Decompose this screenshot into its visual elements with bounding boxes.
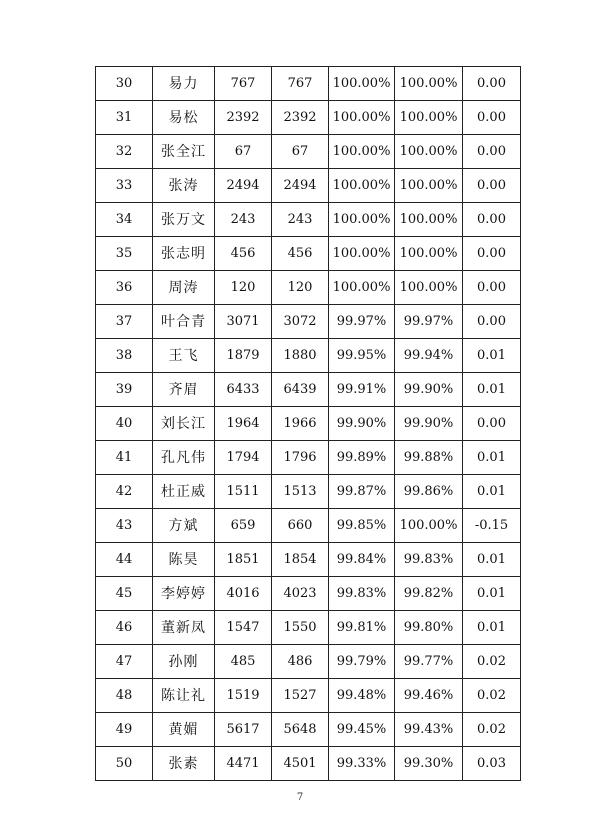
- value-a-cell: 1964: [215, 407, 272, 441]
- table-row: [96, 611, 521, 645]
- rate-b-cell: 99.46%: [395, 679, 463, 713]
- difference-cell: 0.01: [463, 441, 521, 475]
- rate-b-cell: 100.00%: [395, 101, 463, 135]
- value-b-cell: 456: [272, 237, 329, 271]
- table-row: [96, 441, 521, 475]
- name-cell: 叶合青: [153, 305, 215, 339]
- rate-b-cell: 100.00%: [395, 169, 463, 203]
- rate-b-cell: 99.90%: [395, 407, 463, 441]
- name-cell: 齐眉: [153, 373, 215, 407]
- table-row: [96, 407, 521, 441]
- row-index-cell: 35: [96, 237, 153, 271]
- rate-a-cell: 100.00%: [329, 237, 395, 271]
- rate-b-cell: 100.00%: [395, 271, 463, 305]
- value-b-cell: 4023: [272, 577, 329, 611]
- table-row: [96, 305, 521, 339]
- row-index-cell: 47: [96, 645, 153, 679]
- value-b-cell: 767: [272, 67, 329, 101]
- difference-cell: 0.01: [463, 475, 521, 509]
- table-row: [96, 475, 521, 509]
- difference-cell: 0.03: [463, 747, 521, 781]
- value-b-cell: 1880: [272, 339, 329, 373]
- table-row: [96, 135, 521, 169]
- row-index-cell: 36: [96, 271, 153, 305]
- rate-b-cell: 99.94%: [395, 339, 463, 373]
- value-a-cell: 4016: [215, 577, 272, 611]
- difference-cell: 0.01: [463, 339, 521, 373]
- row-index-cell: 42: [96, 475, 153, 509]
- name-cell: 张涛: [153, 169, 215, 203]
- name-cell: 李婷婷: [153, 577, 215, 611]
- data-table: [95, 66, 521, 781]
- difference-cell: 0.02: [463, 679, 521, 713]
- row-index-cell: 31: [96, 101, 153, 135]
- difference-cell: 0.00: [463, 407, 521, 441]
- row-index-cell: 30: [96, 67, 153, 101]
- table-row: [96, 645, 521, 679]
- name-cell: 孔凡伟: [153, 441, 215, 475]
- value-a-cell: 5617: [215, 713, 272, 747]
- rate-a-cell: 99.89%: [329, 441, 395, 475]
- value-a-cell: 1519: [215, 679, 272, 713]
- rate-b-cell: 99.86%: [395, 475, 463, 509]
- value-b-cell: 660: [272, 509, 329, 543]
- difference-cell: 0.00: [463, 135, 521, 169]
- rate-a-cell: 99.79%: [329, 645, 395, 679]
- value-a-cell: 2494: [215, 169, 272, 203]
- table-row: [96, 271, 521, 305]
- value-b-cell: 2494: [272, 169, 329, 203]
- row-index-cell: 41: [96, 441, 153, 475]
- table-row: [96, 577, 521, 611]
- difference-cell: 0.02: [463, 645, 521, 679]
- value-a-cell: 120: [215, 271, 272, 305]
- value-b-cell: 243: [272, 203, 329, 237]
- row-index-cell: 32: [96, 135, 153, 169]
- row-index-cell: 39: [96, 373, 153, 407]
- difference-cell: 0.01: [463, 611, 521, 645]
- rate-b-cell: 99.90%: [395, 373, 463, 407]
- rate-b-cell: 100.00%: [395, 203, 463, 237]
- rate-a-cell: 99.48%: [329, 679, 395, 713]
- row-index-cell: 34: [96, 203, 153, 237]
- row-index-cell: 37: [96, 305, 153, 339]
- row-index-cell: 46: [96, 611, 153, 645]
- value-b-cell: 4501: [272, 747, 329, 781]
- name-cell: 陈昊: [153, 543, 215, 577]
- row-index-cell: 49: [96, 713, 153, 747]
- rate-b-cell: 99.43%: [395, 713, 463, 747]
- value-b-cell: 1513: [272, 475, 329, 509]
- rate-b-cell: 100.00%: [395, 509, 463, 543]
- value-b-cell: 5648: [272, 713, 329, 747]
- table-row: [96, 67, 521, 101]
- name-cell: 方斌: [153, 509, 215, 543]
- name-cell: 张志明: [153, 237, 215, 271]
- value-a-cell: 659: [215, 509, 272, 543]
- value-a-cell: 67: [215, 135, 272, 169]
- value-b-cell: 6439: [272, 373, 329, 407]
- value-a-cell: 456: [215, 237, 272, 271]
- name-cell: 孙刚: [153, 645, 215, 679]
- value-b-cell: 120: [272, 271, 329, 305]
- value-a-cell: 485: [215, 645, 272, 679]
- difference-cell: 0.02: [463, 713, 521, 747]
- rate-b-cell: 99.97%: [395, 305, 463, 339]
- rate-a-cell: 99.81%: [329, 611, 395, 645]
- rate-b-cell: 100.00%: [395, 67, 463, 101]
- name-cell: 黄媚: [153, 713, 215, 747]
- rate-a-cell: 99.91%: [329, 373, 395, 407]
- row-index-cell: 43: [96, 509, 153, 543]
- value-b-cell: 1527: [272, 679, 329, 713]
- value-a-cell: 2392: [215, 101, 272, 135]
- rate-b-cell: 99.80%: [395, 611, 463, 645]
- rate-b-cell: 99.77%: [395, 645, 463, 679]
- rate-a-cell: 100.00%: [329, 271, 395, 305]
- value-a-cell: 1511: [215, 475, 272, 509]
- value-b-cell: 486: [272, 645, 329, 679]
- rate-b-cell: 99.82%: [395, 577, 463, 611]
- row-index-cell: 45: [96, 577, 153, 611]
- difference-cell: 0.01: [463, 543, 521, 577]
- value-b-cell: 1796: [272, 441, 329, 475]
- name-cell: 张全江: [153, 135, 215, 169]
- table-row: [96, 101, 521, 135]
- row-index-cell: 44: [96, 543, 153, 577]
- table-row: [96, 373, 521, 407]
- name-cell: 陈让礼: [153, 679, 215, 713]
- rate-a-cell: 99.33%: [329, 747, 395, 781]
- table-row: [96, 747, 521, 781]
- table-body: [96, 67, 521, 781]
- value-a-cell: 1851: [215, 543, 272, 577]
- rate-b-cell: 99.83%: [395, 543, 463, 577]
- difference-cell: 0.00: [463, 203, 521, 237]
- value-a-cell: 4471: [215, 747, 272, 781]
- table-row: [96, 713, 521, 747]
- rate-a-cell: 99.97%: [329, 305, 395, 339]
- value-a-cell: 1547: [215, 611, 272, 645]
- name-cell: 张万文: [153, 203, 215, 237]
- name-cell: 王飞: [153, 339, 215, 373]
- value-b-cell: 1854: [272, 543, 329, 577]
- row-index-cell: 40: [96, 407, 153, 441]
- rate-a-cell: 99.84%: [329, 543, 395, 577]
- name-cell: 杜正威: [153, 475, 215, 509]
- rate-a-cell: 99.45%: [329, 713, 395, 747]
- table-row: [96, 203, 521, 237]
- table-row: [96, 679, 521, 713]
- row-index-cell: 50: [96, 747, 153, 781]
- value-a-cell: 243: [215, 203, 272, 237]
- difference-cell: 0.00: [463, 305, 521, 339]
- table-row: [96, 169, 521, 203]
- value-b-cell: 1550: [272, 611, 329, 645]
- value-a-cell: 1879: [215, 339, 272, 373]
- rate-b-cell: 100.00%: [395, 135, 463, 169]
- difference-cell: 0.00: [463, 67, 521, 101]
- value-a-cell: 1794: [215, 441, 272, 475]
- rate-b-cell: 99.30%: [395, 747, 463, 781]
- name-cell: 易力: [153, 67, 215, 101]
- rate-b-cell: 99.88%: [395, 441, 463, 475]
- difference-cell: 0.00: [463, 169, 521, 203]
- name-cell: 董新凤: [153, 611, 215, 645]
- row-index-cell: 48: [96, 679, 153, 713]
- rate-a-cell: 99.85%: [329, 509, 395, 543]
- rate-a-cell: 99.87%: [329, 475, 395, 509]
- rate-b-cell: 100.00%: [395, 237, 463, 271]
- rate-a-cell: 99.83%: [329, 577, 395, 611]
- name-cell: 易松: [153, 101, 215, 135]
- rate-a-cell: 100.00%: [329, 101, 395, 135]
- value-b-cell: 1966: [272, 407, 329, 441]
- row-index-cell: 38: [96, 339, 153, 373]
- table-row: [96, 543, 521, 577]
- rate-a-cell: 100.00%: [329, 169, 395, 203]
- rate-a-cell: 100.00%: [329, 203, 395, 237]
- value-a-cell: 3071: [215, 305, 272, 339]
- value-b-cell: 2392: [272, 101, 329, 135]
- name-cell: 周涛: [153, 271, 215, 305]
- table-row: [96, 339, 521, 373]
- difference-cell: -0.15: [463, 509, 521, 543]
- name-cell: 刘长江: [153, 407, 215, 441]
- rate-a-cell: 99.95%: [329, 339, 395, 373]
- difference-cell: 0.00: [463, 271, 521, 305]
- value-b-cell: 67: [272, 135, 329, 169]
- difference-cell: 0.00: [463, 101, 521, 135]
- page-number: 7: [296, 792, 304, 803]
- value-a-cell: 6433: [215, 373, 272, 407]
- difference-cell: 0.01: [463, 373, 521, 407]
- value-a-cell: 767: [215, 67, 272, 101]
- rate-a-cell: 100.00%: [329, 67, 395, 101]
- name-cell: 张素: [153, 747, 215, 781]
- rate-a-cell: 99.90%: [329, 407, 395, 441]
- difference-cell: 0.01: [463, 577, 521, 611]
- rate-a-cell: 100.00%: [329, 135, 395, 169]
- value-b-cell: 3072: [272, 305, 329, 339]
- table-row: [96, 509, 521, 543]
- row-index-cell: 33: [96, 169, 153, 203]
- difference-cell: 0.00: [463, 237, 521, 271]
- table-row: [96, 237, 521, 271]
